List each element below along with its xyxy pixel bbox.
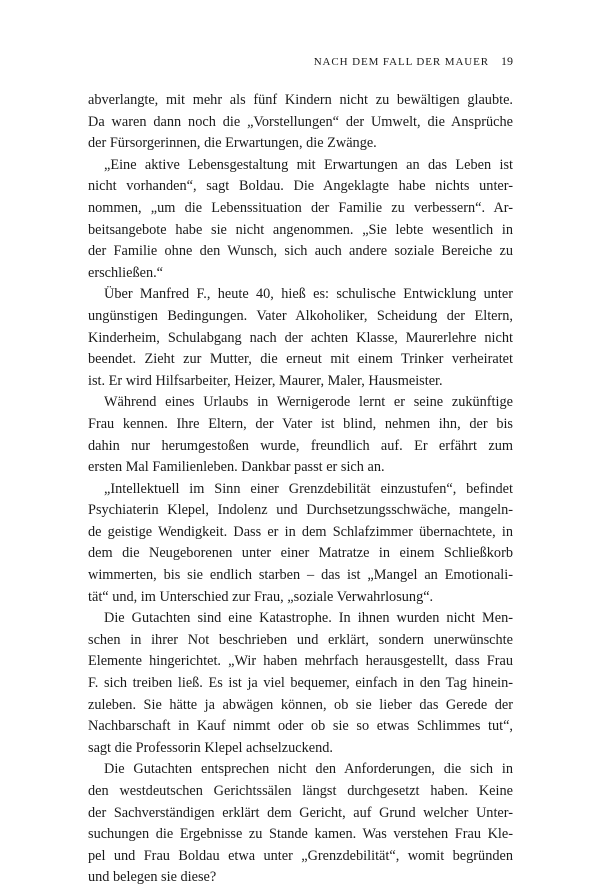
text-line: pel und Frau Boldau etwa unter „Grenzdebilität“, womit begründen <box>88 847 513 864</box>
text-line: abverlangte, mit mehr als fünf Kindern nicht zu bewältigen glaubte. <box>88 92 513 108</box>
paragraph <box>88 392 513 478</box>
body-text <box>88 90 513 889</box>
paragraph <box>88 759 513 889</box>
text-line: der Sachverständigen erklärt dem Gericht, auf Grund welcher Unter- <box>88 804 513 821</box>
paragraph <box>88 155 513 285</box>
text-line: ersten Mal Familienleben. Dankbar passt er sich an. <box>88 459 385 476</box>
text-line: schen in ihrer Not beschrieben und erklärt, sondern unerwünschte <box>88 631 513 648</box>
text-line: Nachbarschaft in Kauf nimmt oder ob sie so etwas Schlimmes tut“, <box>88 718 513 735</box>
text-line: „Eine aktive Lebensgestaltung mit Erwartungen an das Leben ist <box>104 156 513 173</box>
text-line: den westdeutschen Gerichtssälen längst durchgesetzt haben. Keine <box>88 783 513 799</box>
text-line: nicht vorhanden“, sagt Boldau. Die Angeklagte habe nichts unter- <box>88 178 513 195</box>
text-line: Elemente hingerichtet. „Wir haben mehrfach herausgestellt, dass Frau <box>88 653 513 670</box>
text-line: dem die Neugeborenen unter einer Matratze in einem Schließkorb <box>88 545 513 562</box>
text-line: und belegen sie diese? <box>88 869 217 886</box>
paragraph <box>88 284 513 392</box>
text-line: ungünstigen Bedingungen. Vater Alkoholiker, Scheidung der Eltern, <box>88 307 513 324</box>
text-line: nommen, „um die Lebenssituation der Familie zu verbessern“. Ar- <box>88 199 513 216</box>
text-line: beitsangebote habe sie nicht angenommen. „Sie lebte wesentlich in <box>88 221 513 238</box>
text-line: de geistige Wendigkeit. Dass er in dem Schlafzimmer übernachtete, in <box>88 523 513 540</box>
text-line: suchungen die Ergebnisse zu Stande kamen. Was verstehen Frau Kle- <box>88 826 513 843</box>
text-line: der Fürsorgerinnen, die Erwartungen, die Zwänge. <box>88 135 377 152</box>
text-line: erschließen.“ <box>88 264 164 281</box>
running-head <box>88 54 513 69</box>
page-number: 19 <box>501 54 513 68</box>
text-line: F. sich treiben ließ. Es ist ja viel bequemer, einfach in den Tag hinein- <box>88 675 513 692</box>
text-line: Kinderheim, Schulabgang nach der achten Klasse, Maurerlehre nicht <box>88 329 513 346</box>
text-line: Die Gutachten entsprechen nicht den Anforderungen, die sich in <box>104 761 513 778</box>
running-title: NACH DEM FALL DER MAUER <box>313 56 489 68</box>
paragraph <box>88 90 513 155</box>
text-line: ist. Er wird Hilfsarbeiter, Heizer, Maurer, Maler, Hausmeister. <box>88 372 443 389</box>
text-line: Während eines Urlaubs in Wernigerode lernt er seine zukünftige <box>104 394 513 411</box>
paragraph <box>88 479 513 609</box>
text-line: Psychiaterin Klepel, Indolenz und Durchsetzungsschwäche, mangeln- <box>88 502 513 519</box>
paragraph <box>88 608 513 759</box>
text-line: Die Gutachten sind eine Katastrophe. In ihnen wurden nicht Men- <box>104 610 513 627</box>
text-line: Da waren dann noch die „Vorstellungen“ der Umwelt, die Ansprüche <box>88 113 513 130</box>
text-line: zuleben. Sie hätte ja abwägen können, ob sie lieber das Gerede der <box>88 696 513 713</box>
text-line: sagt die Professorin Klepel achselzuckend. <box>88 739 333 756</box>
text-line: der Familie ohne den Wunsch, sich auch andere soziale Bereiche zu <box>88 243 513 260</box>
text-line: Frau kennen. Ihre Eltern, der Vater ist blind, nehmen ihn, der bis <box>88 415 513 432</box>
text-line: tät“ und, im Unterschied zur Frau, „soziale Verwahrlosung“. <box>88 588 434 605</box>
text-line: wimmerten, bis sie endlich starben – das ist „Mangel an Emotionali- <box>88 567 513 584</box>
text-line: beendet. Zieht zur Mutter, die erneut mit einem Trinker verheiratet <box>88 351 513 368</box>
text-line: „Intellektuell im Sinn einer Grenzdebilität einzustufen“, befindet <box>104 480 513 497</box>
text-line: Über Manfred F., heute 40, hieß es: schulische Entwicklung unter <box>104 286 513 303</box>
text-line: dahin nur herumgestoßen wurde, freundlich auf. Er erfährt zum <box>88 437 513 454</box>
